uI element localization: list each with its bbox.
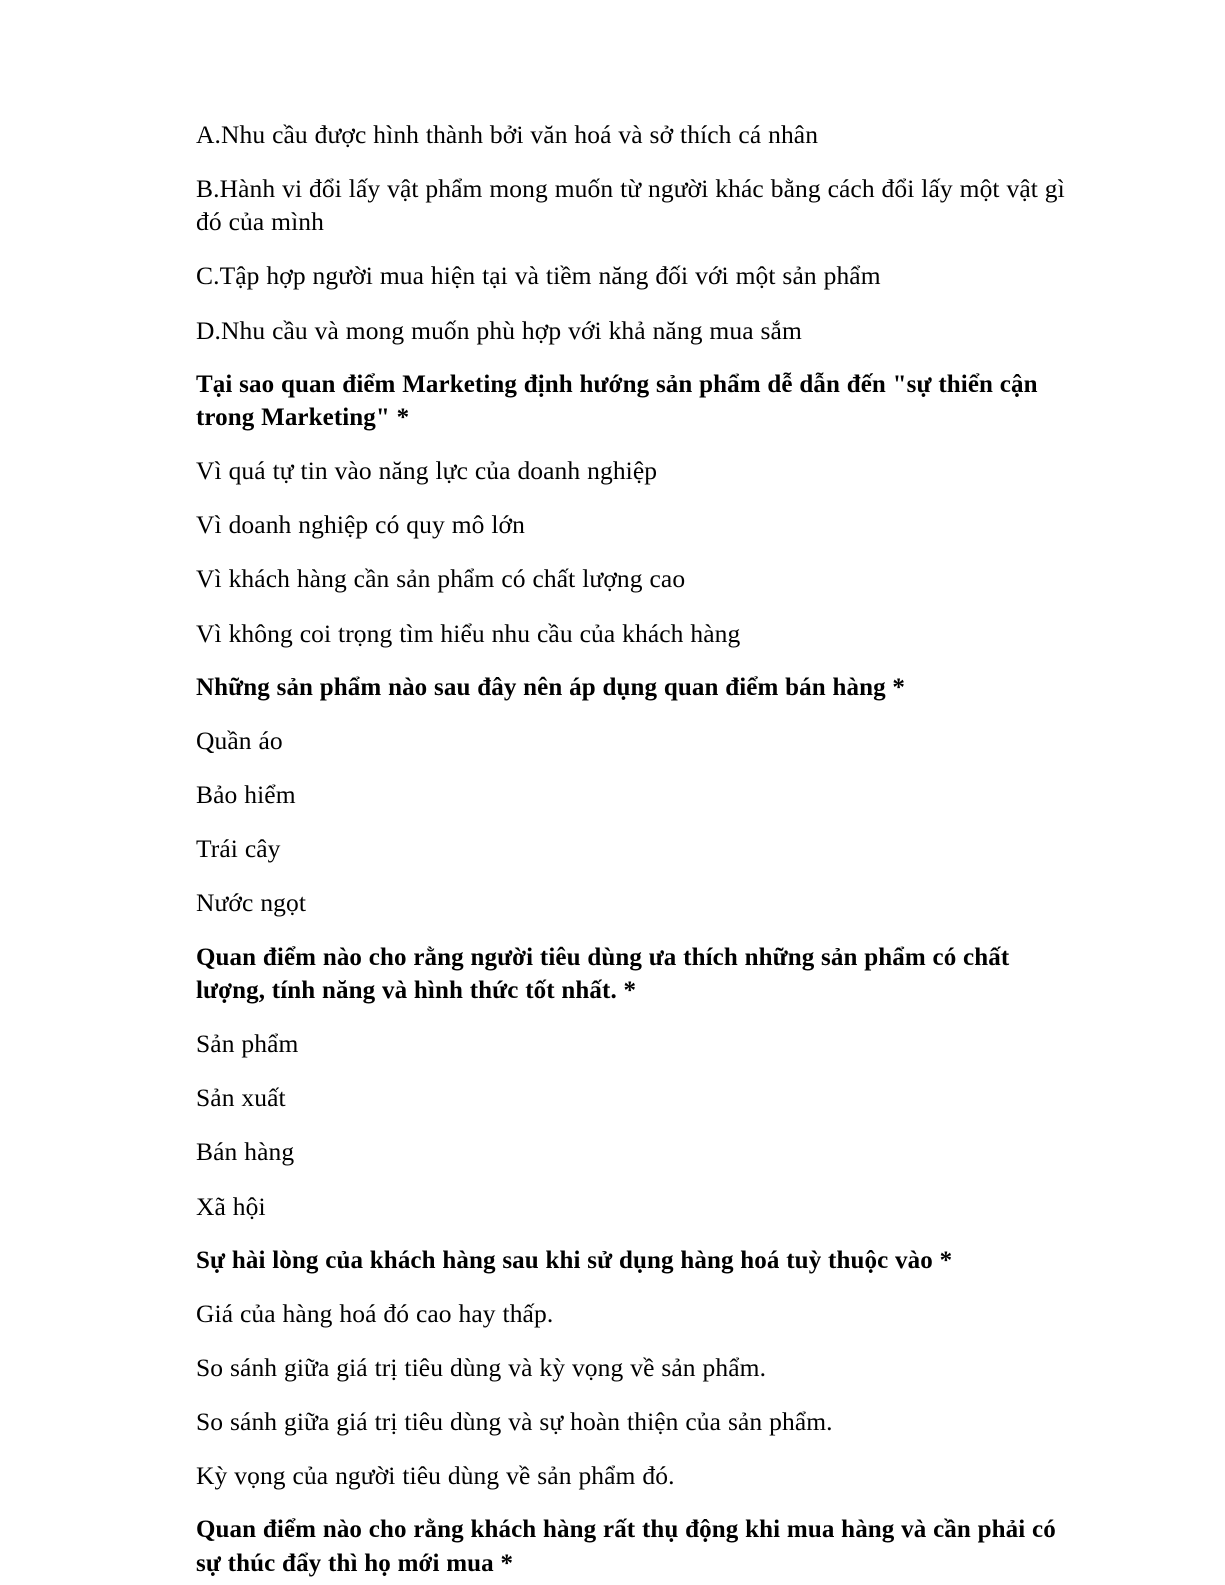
answer-option: Nước ngọt (196, 888, 307, 918)
answer-option: Vì doanh nghiệp có quy mô lớn (196, 510, 525, 540)
answer-option: B.Hành vi đổi lấy vật phẩm mong muốn từ người khác bằng cách đổi lấy một vật gì đó của mình (196, 174, 1065, 237)
answer-option: Sản phẩm (196, 1029, 299, 1059)
answer-option: C.Tập hợp người mua hiện tại và tiềm năng đối với một sản phẩm (196, 261, 881, 291)
answer-option: Sản xuất (196, 1083, 286, 1113)
answer-option: Trái cây (196, 834, 281, 864)
answer-option: Xã hội (196, 1191, 266, 1221)
question-text: Tại sao quan điểm Marketing định hướng sản phẩm dễ dẫn đến "sự thiển cận trong Marketing" * (196, 370, 1038, 431)
answer-option: Vì khách hàng cần sản phẩm có chất lượng cao (196, 564, 686, 594)
document-body (196, 118, 1065, 1580)
answer-option: Vì quá tự tin vào năng lực của doanh nghiệp (196, 456, 658, 486)
answer-option: Quần áo (196, 726, 283, 756)
answer-option: Bảo hiểm (196, 780, 296, 810)
answer-option: So sánh giữa giá trị tiêu dùng và sự hoàn thiện của sản phẩm. (196, 1407, 833, 1437)
answer-option: So sánh giữa giá trị tiêu dùng và kỳ vọng về sản phẩm. (196, 1353, 767, 1383)
question-text: Những sản phẩm nào sau đây nên áp dụng quan điểm bán hàng * (196, 673, 906, 701)
question-text: Quan điểm nào cho rằng người tiêu dùng ưa thích những sản phẩm có chất lượng, tính năng và hình thức tốt nhất. * (196, 943, 1010, 1004)
answer-option: Bán hàng (196, 1137, 295, 1167)
answer-option: Kỳ vọng của người tiêu dùng về sản phẩm đó. (196, 1461, 675, 1491)
answer-option: Vì không coi trọng tìm hiểu nhu cầu của khách hàng (196, 618, 741, 648)
answer-option: A.Nhu cầu được hình thành bởi văn hoá và sở thích cá nhân (196, 120, 819, 149)
answer-option: D.Nhu cầu và mong muốn phù hợp với khả năng mua sắm (196, 315, 802, 345)
question-text: Sự hài lòng của khách hàng sau khi sử dụng hàng hoá tuỳ thuộc vào * (196, 1246, 953, 1274)
question-text: Quan điểm nào cho rằng khách hàng rất thụ động khi mua hàng và cần phải có sự thúc đẩy thì họ mới mua * (196, 1516, 1056, 1577)
answer-option: Giá của hàng hoá đó cao hay thấp. (196, 1298, 554, 1328)
